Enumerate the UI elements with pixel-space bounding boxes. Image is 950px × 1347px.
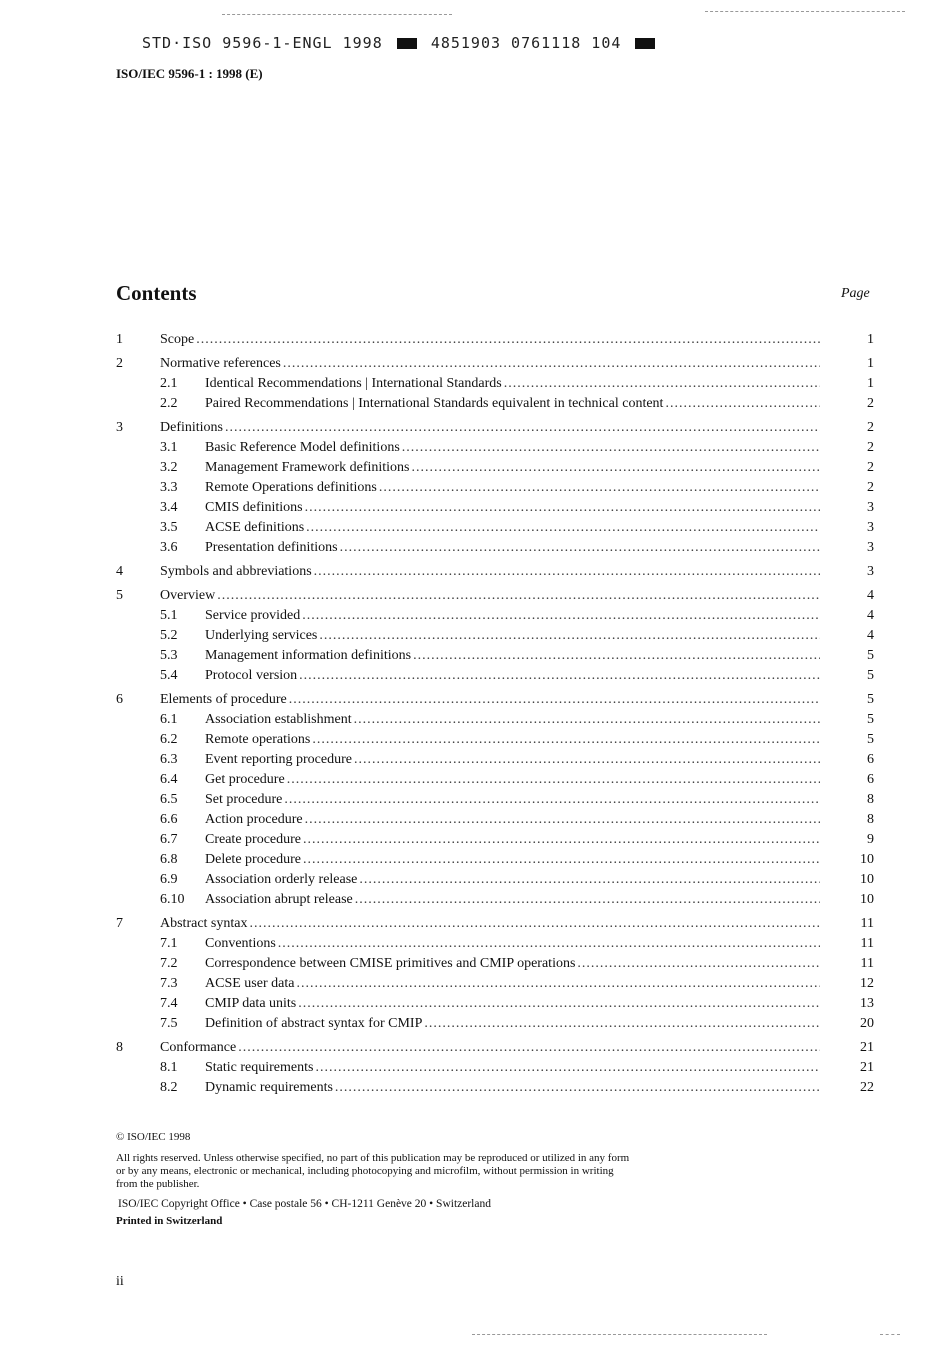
toc-entry [116,518,874,538]
toc-title: Service provided [205,608,301,623]
toc-title-cell [205,790,820,810]
toc-entry [116,1038,874,1058]
toc-leader-dots [289,690,820,710]
toc-title-cell [205,710,820,730]
toc-entry [116,354,874,374]
page-title: Contents [116,281,197,305]
copyright-notice: © ISO/IEC 1998 [116,1131,191,1143]
toc-page-number: 21 [860,1060,874,1075]
toc-entry [116,586,874,606]
toc-title: Association abrupt release [205,892,353,907]
toc-title-cell [205,538,820,558]
toc-title: ACSE definitions [205,520,305,535]
toc-leader-dots [379,478,820,498]
toc-entry [116,646,874,666]
toc-title: Set procedure [205,792,283,807]
toc-title-cell [205,1014,820,1034]
toc-title-cell [205,458,820,478]
toc-page-number: 11 [860,956,874,971]
toc-title-cell [160,914,820,934]
toc-title-cell [205,394,820,414]
toc-leader-dots [305,498,820,518]
toc-leader-dots [298,994,820,1014]
toc-page-number: 10 [860,852,874,867]
toc-page-number: 8 [867,792,874,807]
toc-title: Scope [160,332,195,347]
toc-page-number: 8 [867,812,874,827]
toc-page-number: 10 [860,872,874,887]
toc-title-cell [205,626,820,646]
toc-subsection-number: 7.4 [160,996,178,1011]
toc-entry [116,914,874,934]
toc-leader-dots [225,418,820,438]
toc-leader-dots [504,374,820,394]
toc-title-cell [205,750,820,770]
toc-title: Event reporting procedure [205,752,352,767]
toc-page-number: 5 [867,732,874,747]
toc-title-cell [205,730,820,750]
toc-page-number: 12 [860,976,874,991]
toc-subsection-number: 5.3 [160,648,178,663]
toc-page-number: 6 [867,752,874,767]
toc-leader-dots [665,394,820,414]
toc-page-number: 5 [867,668,874,683]
toc-leader-dots [355,890,820,910]
black-block-icon [635,38,655,49]
page-column-label: Page [841,286,870,301]
toc-title: ACSE user data [205,976,295,991]
toc-title-cell [205,606,820,626]
scan-artifact-line [472,1334,767,1335]
toc-subsection-number: 3.4 [160,500,178,515]
toc-title-cell [205,438,820,458]
toc-page-number: 2 [867,480,874,495]
toc-title: Definition of abstract syntax for CMIP [205,1016,423,1031]
toc-subsection-number: 7.2 [160,956,178,971]
toc-subsection-number: 8.1 [160,1060,178,1075]
toc-leader-dots [413,646,820,666]
toc-entry [116,1058,874,1078]
black-block-icon [397,38,417,49]
page-number: ii [116,1274,124,1289]
toc-title-cell [205,646,820,666]
toc-title-cell [205,666,820,686]
toc-entry [116,994,874,1014]
toc-leader-dots [315,1058,820,1078]
toc-entry [116,790,874,810]
toc-entry [116,1078,874,1098]
toc-entry [116,394,874,414]
toc-title-cell [205,1078,820,1098]
toc-title: Conformance [160,1040,237,1055]
scan-artifact-line [880,1334,900,1335]
toc-subsection-number: 6.1 [160,712,178,727]
toc-subsection-number: 6.2 [160,732,178,747]
toc-section-number: 2 [116,356,123,371]
toc-entry [116,810,874,830]
toc-section-number: 1 [116,332,123,347]
toc-title-cell [160,354,820,374]
toc-section-number: 5 [116,588,123,603]
toc-title: Symbols and abbreviations [160,564,312,579]
toc-page-number: 2 [867,420,874,435]
toc-title-cell [160,690,820,710]
toc-subsection-number: 7.5 [160,1016,178,1031]
toc-title: Management information definitions [205,648,412,663]
printed-in: Printed in Switzerland [116,1215,223,1227]
toc-leader-dots [305,810,820,830]
toc-entry [116,418,874,438]
toc-subsection-number: 8.2 [160,1080,178,1095]
toc-title: Delete procedure [205,852,301,867]
toc-leader-dots [312,730,820,750]
toc-title: CMIS definitions [205,500,303,515]
toc-page-number: 2 [867,396,874,411]
toc-subsection-number: 3.2 [160,460,178,475]
toc-subsection-number: 6.6 [160,812,178,827]
scan-artifact-line [222,14,452,15]
copyright-block [116,1131,636,1228]
toc-subsection-number: 2.2 [160,396,178,411]
toc-page-number: 4 [867,608,874,623]
toc-section-number: 7 [116,916,123,931]
toc-subsection-number: 6.7 [160,832,178,847]
toc-entry [116,606,874,626]
toc-title: Correspondence between CMISE primitives and CMIP operations [205,956,576,971]
toc-leader-dots [296,974,820,994]
toc-leader-dots [249,914,820,934]
toc-title-cell [205,1058,820,1078]
toc-page-number: 22 [860,1080,874,1095]
toc-leader-dots [335,1078,820,1098]
toc-page-number: 5 [867,712,874,727]
toc-page-number: 4 [867,588,874,603]
toc-entry [116,478,874,498]
toc-leader-dots [217,586,820,606]
toc-subsection-number: 6.9 [160,872,178,887]
toc-title-cell [205,770,820,790]
toc-leader-dots [412,458,820,478]
toc-leader-dots [287,770,820,790]
toc-title: Identical Recommendations | International Standards [205,376,502,391]
toc-entry [116,870,874,890]
toc-title: CMIP data units [205,996,297,1011]
toc-title: Get procedure [205,772,285,787]
toc-entry [116,934,874,954]
toc-title-cell [205,994,820,1014]
toc-entry [116,954,874,974]
toc-leader-dots [299,666,820,686]
toc-title: Definitions [160,420,223,435]
toc-subsection-number: 6.10 [160,892,185,907]
toc-subsection-number: 3.3 [160,480,178,495]
toc-subsection-number: 6.4 [160,772,178,787]
toc-page-number: 5 [867,648,874,663]
toc-page-number: 20 [860,1016,874,1031]
toc-title: Dynamic requirements [205,1080,333,1095]
toc-leader-dots [283,354,820,374]
toc-title-cell [205,810,820,830]
toc-leader-dots [278,934,820,954]
toc-entry [116,730,874,750]
toc-page-number: 1 [867,356,874,371]
toc-page-number: 9 [867,832,874,847]
rights-statement: All rights reserved. Unless otherwise specified, no part of this publication may be reproduced or utilized in any form or by any means, electronic or mechanical, including photocopying and microfilm, without permission in writing from the publisher. [116,1152,630,1190]
toc-subsection-number: 3.1 [160,440,178,455]
toc-title-cell [205,870,820,890]
toc-entry [116,850,874,870]
toc-entry [116,690,874,710]
toc-title-cell [205,974,820,994]
toc-page-number: 10 [860,892,874,907]
toc-entry [116,770,874,790]
toc-title: Protocol version [205,668,298,683]
stamp-code: 4851903 0761118 104 [430,34,622,52]
toc-subsection-number: 5.1 [160,608,178,623]
toc-subsection-number: 5.4 [160,668,178,683]
toc-leader-dots [238,1038,820,1058]
toc-subsection-number: 2.1 [160,376,178,391]
toc-title: Create procedure [205,832,301,847]
toc-page-number: 2 [867,440,874,455]
toc-leader-dots [306,518,820,538]
toc-page-number: 1 [867,332,874,347]
toc-page-number: 11 [860,916,874,931]
toc-title: Association orderly release [205,872,358,887]
toc-section-number: 6 [116,692,123,707]
toc-title: Abstract syntax [160,916,248,931]
toc-leader-dots [359,870,820,890]
table-of-contents [116,330,874,1098]
toc-title: Remote operations [205,732,311,747]
toc-page-number: 3 [867,540,874,555]
toc-leader-dots [314,562,820,582]
toc-title-cell [160,586,820,606]
toc-subsection-number: 7.3 [160,976,178,991]
toc-title: Underlying services [205,628,318,643]
toc-title: Normative references [160,356,281,371]
toc-entry [116,562,874,582]
toc-subsection-number: 3.5 [160,520,178,535]
document-id: ISO/IEC 9596-1 : 1998 (E) [116,66,263,81]
toc-entry [116,498,874,518]
toc-title: Association establishment [205,712,352,727]
toc-entry [116,890,874,910]
toc-entry [116,374,874,394]
toc-subsection-number: 7.1 [160,936,178,951]
toc-leader-dots [354,710,820,730]
toc-leader-dots [303,830,820,850]
scan-artifact-line [705,11,905,12]
toc-title: Static requirements [205,1060,314,1075]
toc-subsection-number: 6.3 [160,752,178,767]
toc-title-cell [205,830,820,850]
toc-title: Paired Recommendations | International Standards equivalent in technical content [205,396,664,411]
toc-subsection-number: 5.2 [160,628,178,643]
toc-entry [116,458,874,478]
toc-subsection-number: 3.6 [160,540,178,555]
toc-title: Presentation definitions [205,540,338,555]
toc-title: Action procedure [205,812,303,827]
toc-page-number: 2 [867,460,874,475]
toc-page-number: 1 [867,376,874,391]
document-stamp [142,34,659,52]
toc-leader-dots [196,330,820,350]
toc-page-number: 3 [867,520,874,535]
copyright-office: ISO/IEC Copyright Office • Case postale 56 • CH-1211 Genève 20 • Switzerland [118,1198,491,1210]
toc-page-number: 21 [860,1040,874,1055]
toc-leader-dots [302,606,820,626]
toc-leader-dots [354,750,820,770]
toc-page-number: 5 [867,692,874,707]
toc-leader-dots [319,626,820,646]
toc-section-number: 8 [116,1040,123,1055]
toc-title: Conventions [205,936,276,951]
toc-title: Basic Reference Model definitions [205,440,400,455]
toc-page-number: 11 [860,936,874,951]
toc-page-number: 3 [867,564,874,579]
toc-leader-dots [577,954,820,974]
toc-page-number: 4 [867,628,874,643]
toc-title-cell [205,890,820,910]
toc-page-number: 6 [867,772,874,787]
toc-entry [116,1014,874,1034]
toc-entry [116,538,874,558]
toc-title: Management Framework definitions [205,460,410,475]
toc-section-number: 4 [116,564,123,579]
toc-page-number: 13 [860,996,874,1011]
toc-entry [116,710,874,730]
toc-leader-dots [402,438,820,458]
toc-leader-dots [340,538,820,558]
toc-section-number: 3 [116,420,123,435]
toc-page-number: 3 [867,500,874,515]
toc-subsection-number: 6.8 [160,852,178,867]
toc-entry [116,330,874,350]
toc-title: Overview [160,588,216,603]
toc-entry [116,438,874,458]
toc-title-cell [205,934,820,954]
toc-leader-dots [303,850,820,870]
toc-entry [116,666,874,686]
toc-title-cell [205,374,820,394]
toc-title-cell [160,1038,820,1058]
toc-title-cell [205,850,820,870]
toc-leader-dots [424,1014,820,1034]
toc-title: Elements of procedure [160,692,287,707]
toc-title-cell [160,418,820,438]
toc-entry [116,626,874,646]
toc-subsection-number: 6.5 [160,792,178,807]
toc-title-cell [205,478,820,498]
toc-entry [116,830,874,850]
toc-title-cell [160,330,820,350]
toc-title-cell [205,498,820,518]
toc-title: Remote Operations definitions [205,480,377,495]
toc-title-cell [205,518,820,538]
toc-title-cell [205,954,820,974]
toc-entry [116,974,874,994]
stamp-text: STD·ISO 9596-1-ENGL 1998 [142,34,383,52]
toc-leader-dots [284,790,820,810]
toc-entry [116,750,874,770]
toc-title-cell [160,562,820,582]
